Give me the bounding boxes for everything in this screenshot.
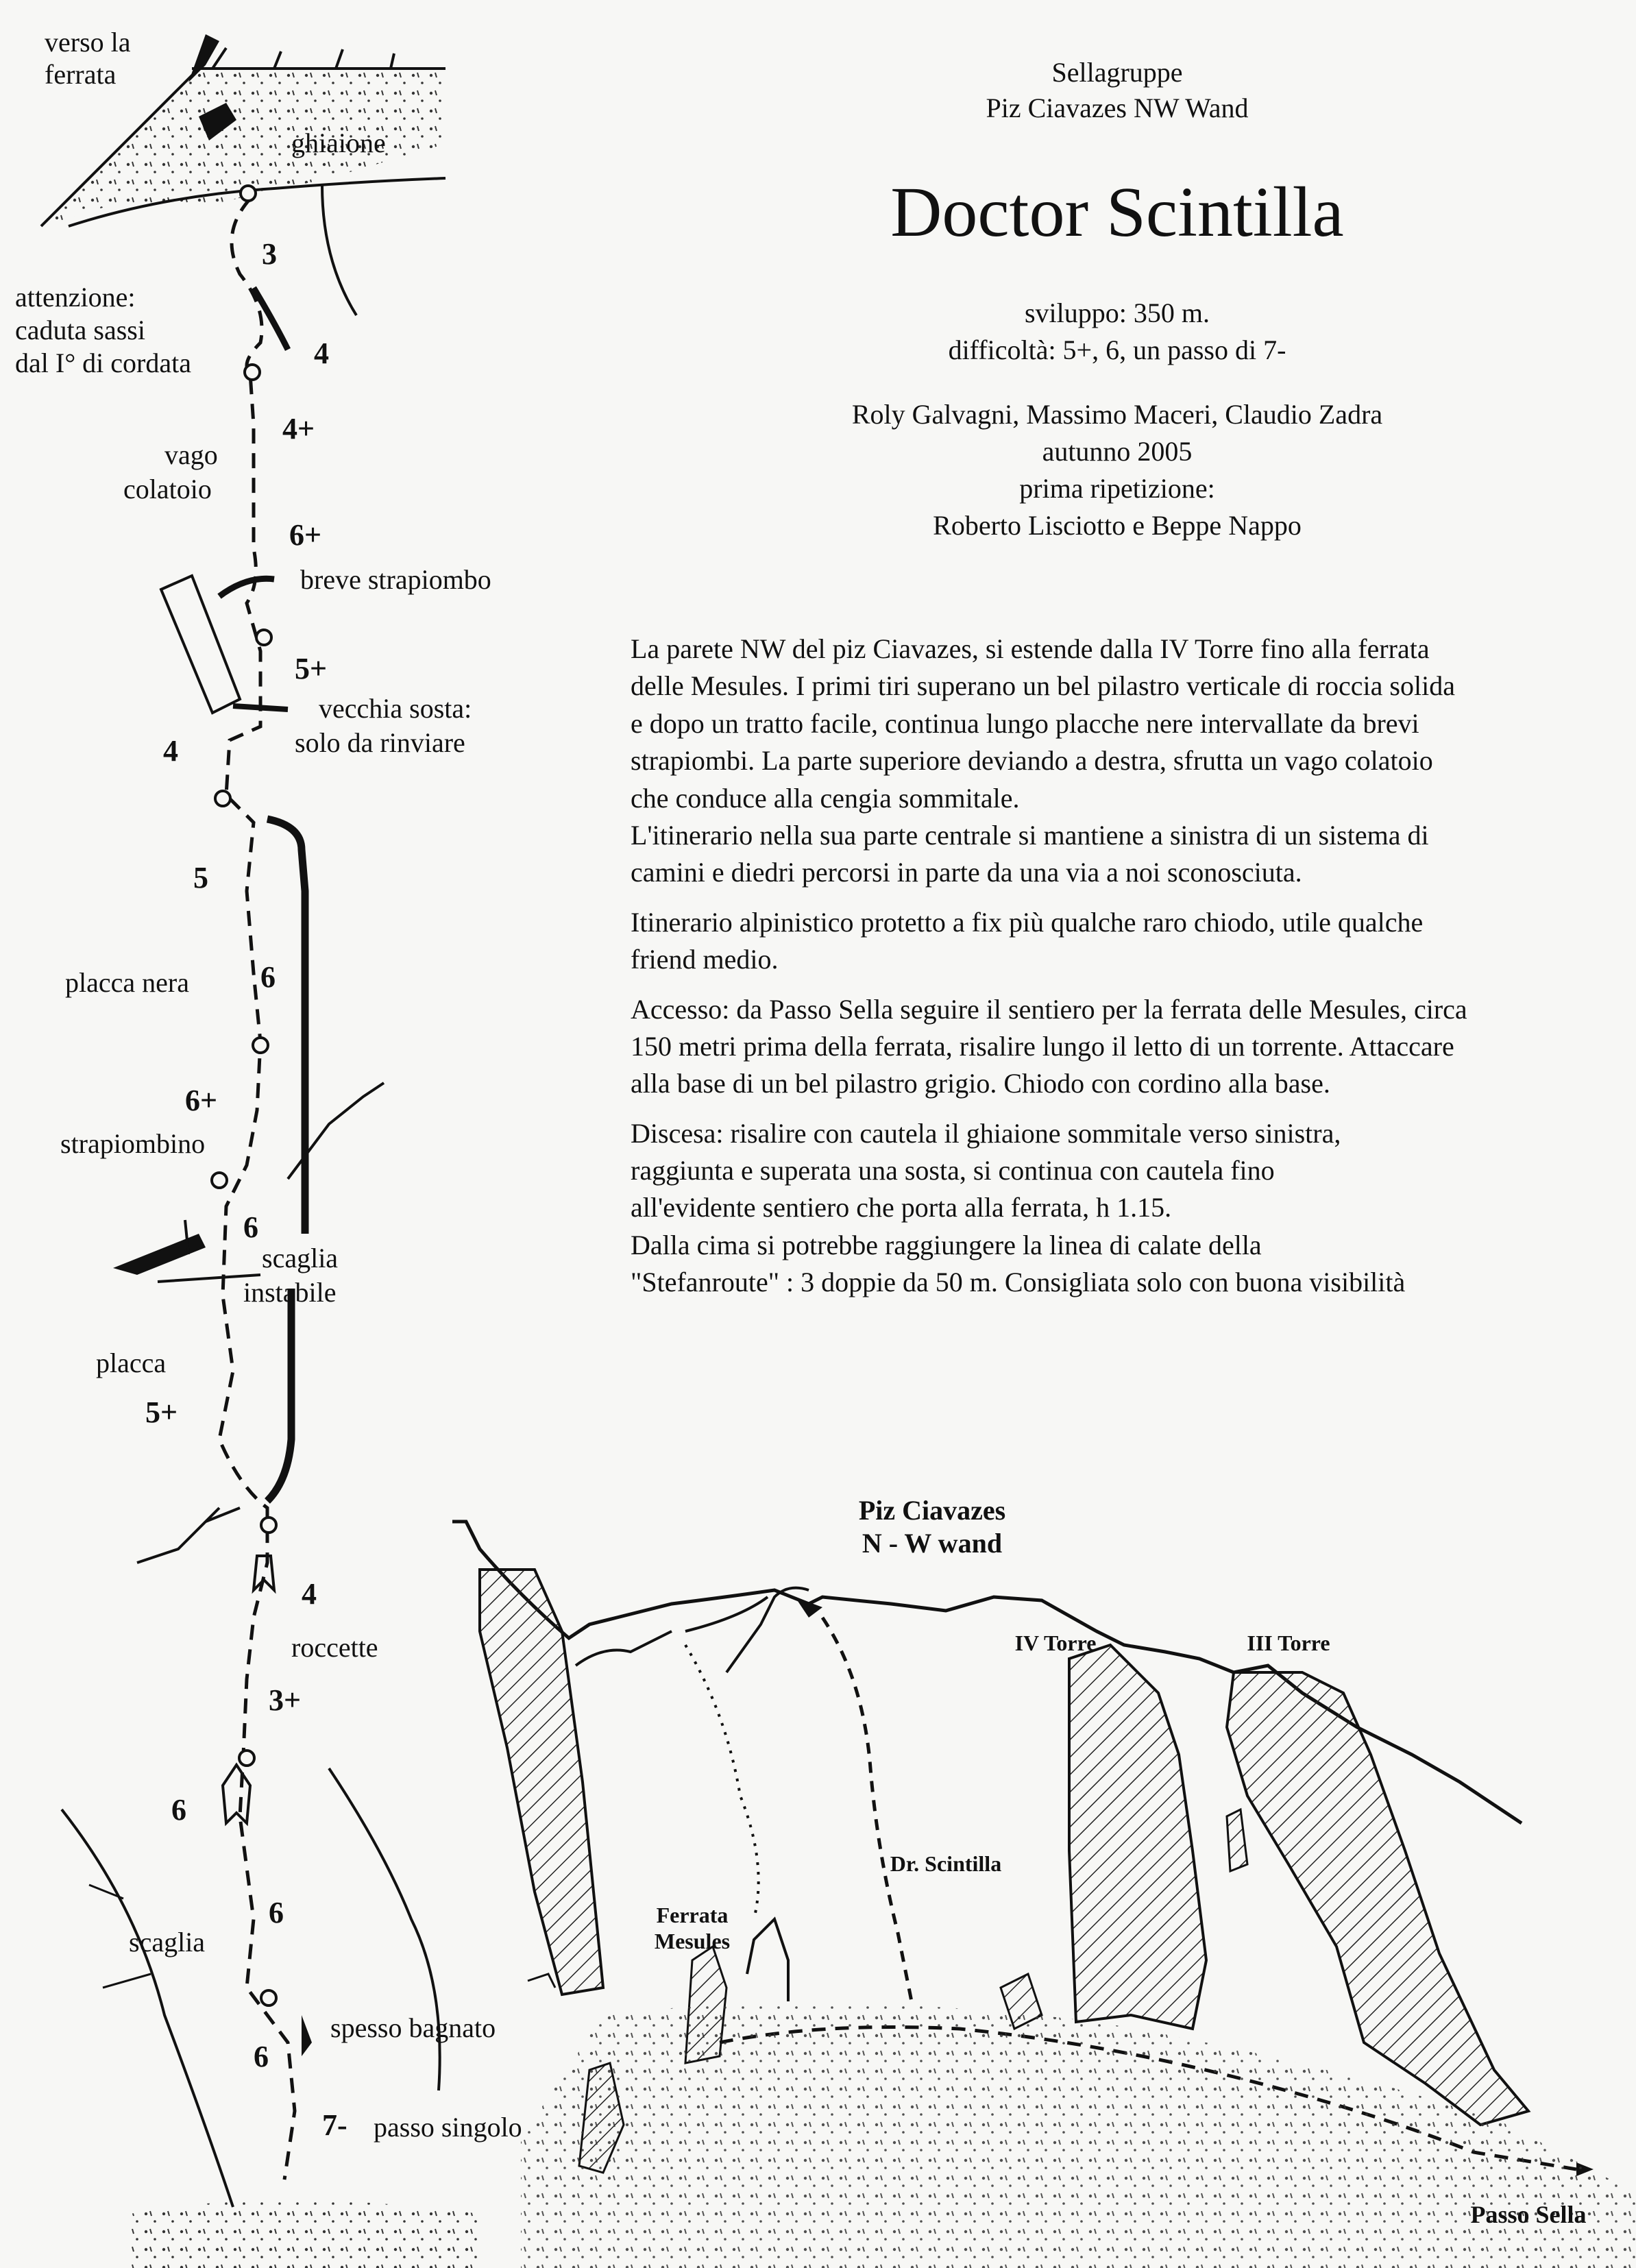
topo-strapiombino: strapiombino (60, 1128, 206, 1159)
topo-placca-nera: placca nera (65, 967, 189, 998)
grade: 6+ (185, 1084, 218, 1117)
sviluppo: sviluppo: 350 m. (1024, 297, 1210, 328)
grade: 4 (302, 1577, 317, 1611)
topo-scaglia: scaglia (129, 1927, 206, 1958)
grade: 6 (243, 1210, 258, 1244)
grade: 4 (314, 337, 329, 370)
grade: 4 (163, 734, 178, 768)
route-meta (740, 295, 1494, 544)
topo-passo-singolo: passo singolo (374, 2112, 522, 2143)
grade: 7- (322, 2108, 347, 2142)
paragraph-protection: Itinerario alpinistico protetto a fix più qualche raro chiodo, utile qualche friend medio. (631, 906, 1424, 975)
grade: 3+ (269, 1683, 302, 1717)
grade: 6 (260, 960, 276, 994)
topo-vago: vago (164, 439, 218, 470)
iv-torre-label: IV Torre (1014, 1631, 1097, 1655)
first-repeat-names: Roberto Lisciotto e Beppe Nappo (933, 510, 1302, 541)
grade: 3 (262, 237, 277, 271)
description (631, 631, 1611, 1314)
grade: 4+ (282, 412, 315, 446)
topo-scaglia-instabile-1: scaglia (262, 1243, 339, 1273)
grade: 6 (269, 1896, 284, 1929)
grade: 6 (171, 1793, 186, 1827)
header (740, 55, 1494, 126)
topo-scaglia-instabile-2: instabile (243, 1277, 337, 1308)
grade: 5+ (145, 1395, 178, 1429)
topo-vecchia-sosta-2: solo da rinviare (295, 727, 465, 758)
dr-scintilla-label: Dr. Scintilla (890, 1851, 1002, 1876)
topo-attenzione-2: caduta sassi (15, 315, 145, 345)
first-repeat-label: prima ripetizione: (1019, 473, 1215, 504)
grade: 5 (193, 861, 208, 894)
topo-roccette: roccette (291, 1632, 378, 1663)
topo-vecchia-sosta-1: vecchia sosta: (319, 693, 472, 724)
page-title: Doctor Scintilla (890, 173, 1344, 252)
topo-verso-line1: verso la (45, 27, 131, 58)
topo-breve-strapiombo: breve strapiombo (300, 564, 491, 595)
route-line (219, 199, 295, 2180)
topo-attenzione-1: attenzione: (15, 282, 136, 313)
date: autunno 2005 (1042, 436, 1193, 467)
difficolta: difficoltà: 5+, 6, un passo di 7- (948, 334, 1286, 365)
topo-placca: placca (96, 1348, 167, 1378)
paragraph-access: Accesso: da Passo Sella seguire il sentiero per la ferrata delle Mesules, circa 150 metri prima della ferrata, risalire lungo il letto di un torrente. Attaccare alla base di un bel pilastro grigio. Chiodo con cordino alla base. (631, 993, 1467, 1099)
topo-colatoio: colatoio (123, 474, 212, 504)
iii-torre-label: III Torre (1247, 1631, 1330, 1655)
topo-verso-line2: ferrata (45, 59, 117, 90)
grade: 6+ (289, 518, 322, 552)
authors: Roly Galvagni, Massimo Maceri, Claudio Zadra (851, 399, 1383, 430)
grade: 5+ (295, 652, 328, 685)
paragraph-description: La parete NW del piz Ciavazes, si estende dalla IV Torre fino alla ferrata delle Mesules. I primi tiri superano un bel pilastro verticale di roccia solida e dopo un tratto facile, continua lungo placche nere intervallate da brevi strapiombi. La parte superiore deviando a destra, sfrutta un vago colatoio che conduce alla cengia sommitale. L'itinerario nella sua parte centrale si mantiene a sinistra di un sistema di camini e diedri percorsi in parte da una via a noi sconosciuta. (631, 633, 1455, 888)
passo-sella-label: Passo Sella (1470, 2201, 1587, 2228)
topo-ghiaione: ghiaione (291, 127, 386, 158)
paragraph-descent: Discesa: risalire con cautela il ghiaione sommitale verso sinistra, raggiunta e superata una sosta, si continua con cautela fino all'evidente sentiero che porta alla ferrata, h 1.15. Dalla cima si potrebbe raggiungere la linea di calate della "Stefanroute" : 3 doppie da 50 m. Consigliata solo con buona visibilità (631, 1117, 1406, 1298)
topo-attenzione-3: dal I° di cordata (15, 347, 191, 378)
header-line2: Piz Ciavazes NW Wand (986, 93, 1249, 123)
grade: 6 (254, 2040, 269, 2073)
panorama-title: Piz Ciavazes N - W wand (858, 1495, 1006, 1559)
ferrata-mesules-label: Ferrata Mesules (654, 1903, 731, 1954)
topo-spesso-bagnato: spesso bagnato (330, 2012, 496, 2043)
header-line1: Sellagruppe (1051, 57, 1183, 88)
